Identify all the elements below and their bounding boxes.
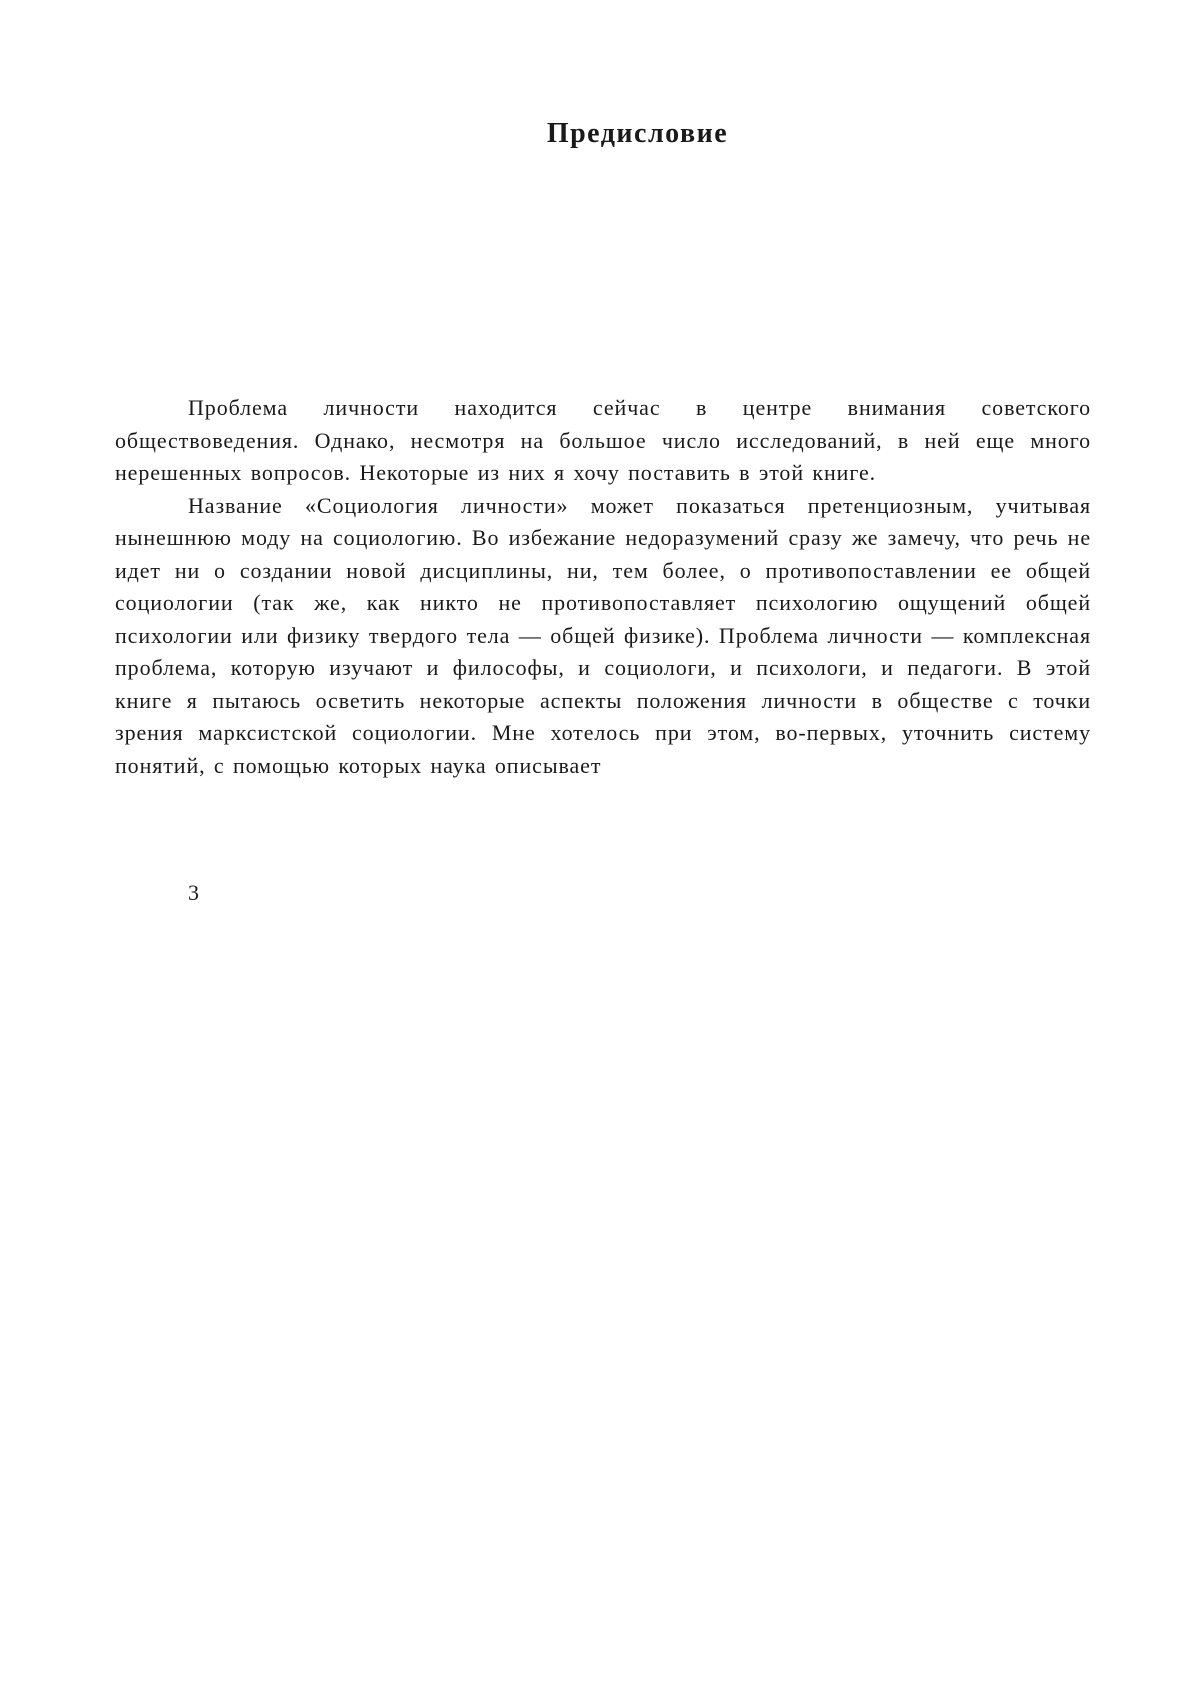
page-title: Предисловие <box>546 118 729 149</box>
body-text <box>115 392 1091 782</box>
paragraph-2: Название «Социология личности» может показаться претенциозным, учитывая нынешнюю моду на социологию. Во избежание недоразумений сразу же замечу, что речь не идет ни о создании новой дисциплины, ни, тем более, о противопоставлении ее общей социологии (так же, как никто не противопоставляет психологию ощущений общей психологии или физику твердого тела — общей физике). Проблема личности — комплексная проблема, которую изучают и философы, и социологи, и психологи, и педагоги. В этой книге я пытаюсь осветить некоторые аспекты положения личности в обществе с точки зрения марксистской социологии. Мне хотелось при этом, во-первых, уточнить систему понятий, с помощью которых наука описывает <box>115 492 1091 778</box>
paragraph-1: Проблема личности находится сейчас в центре внимания советского обществоведения. Однако, несмотря на большое число исследований, в ней еще много нерешенных вопросов. Некоторые из них я хочу поставить в этой книге. <box>115 395 1091 485</box>
page-number: 3 <box>188 880 199 905</box>
